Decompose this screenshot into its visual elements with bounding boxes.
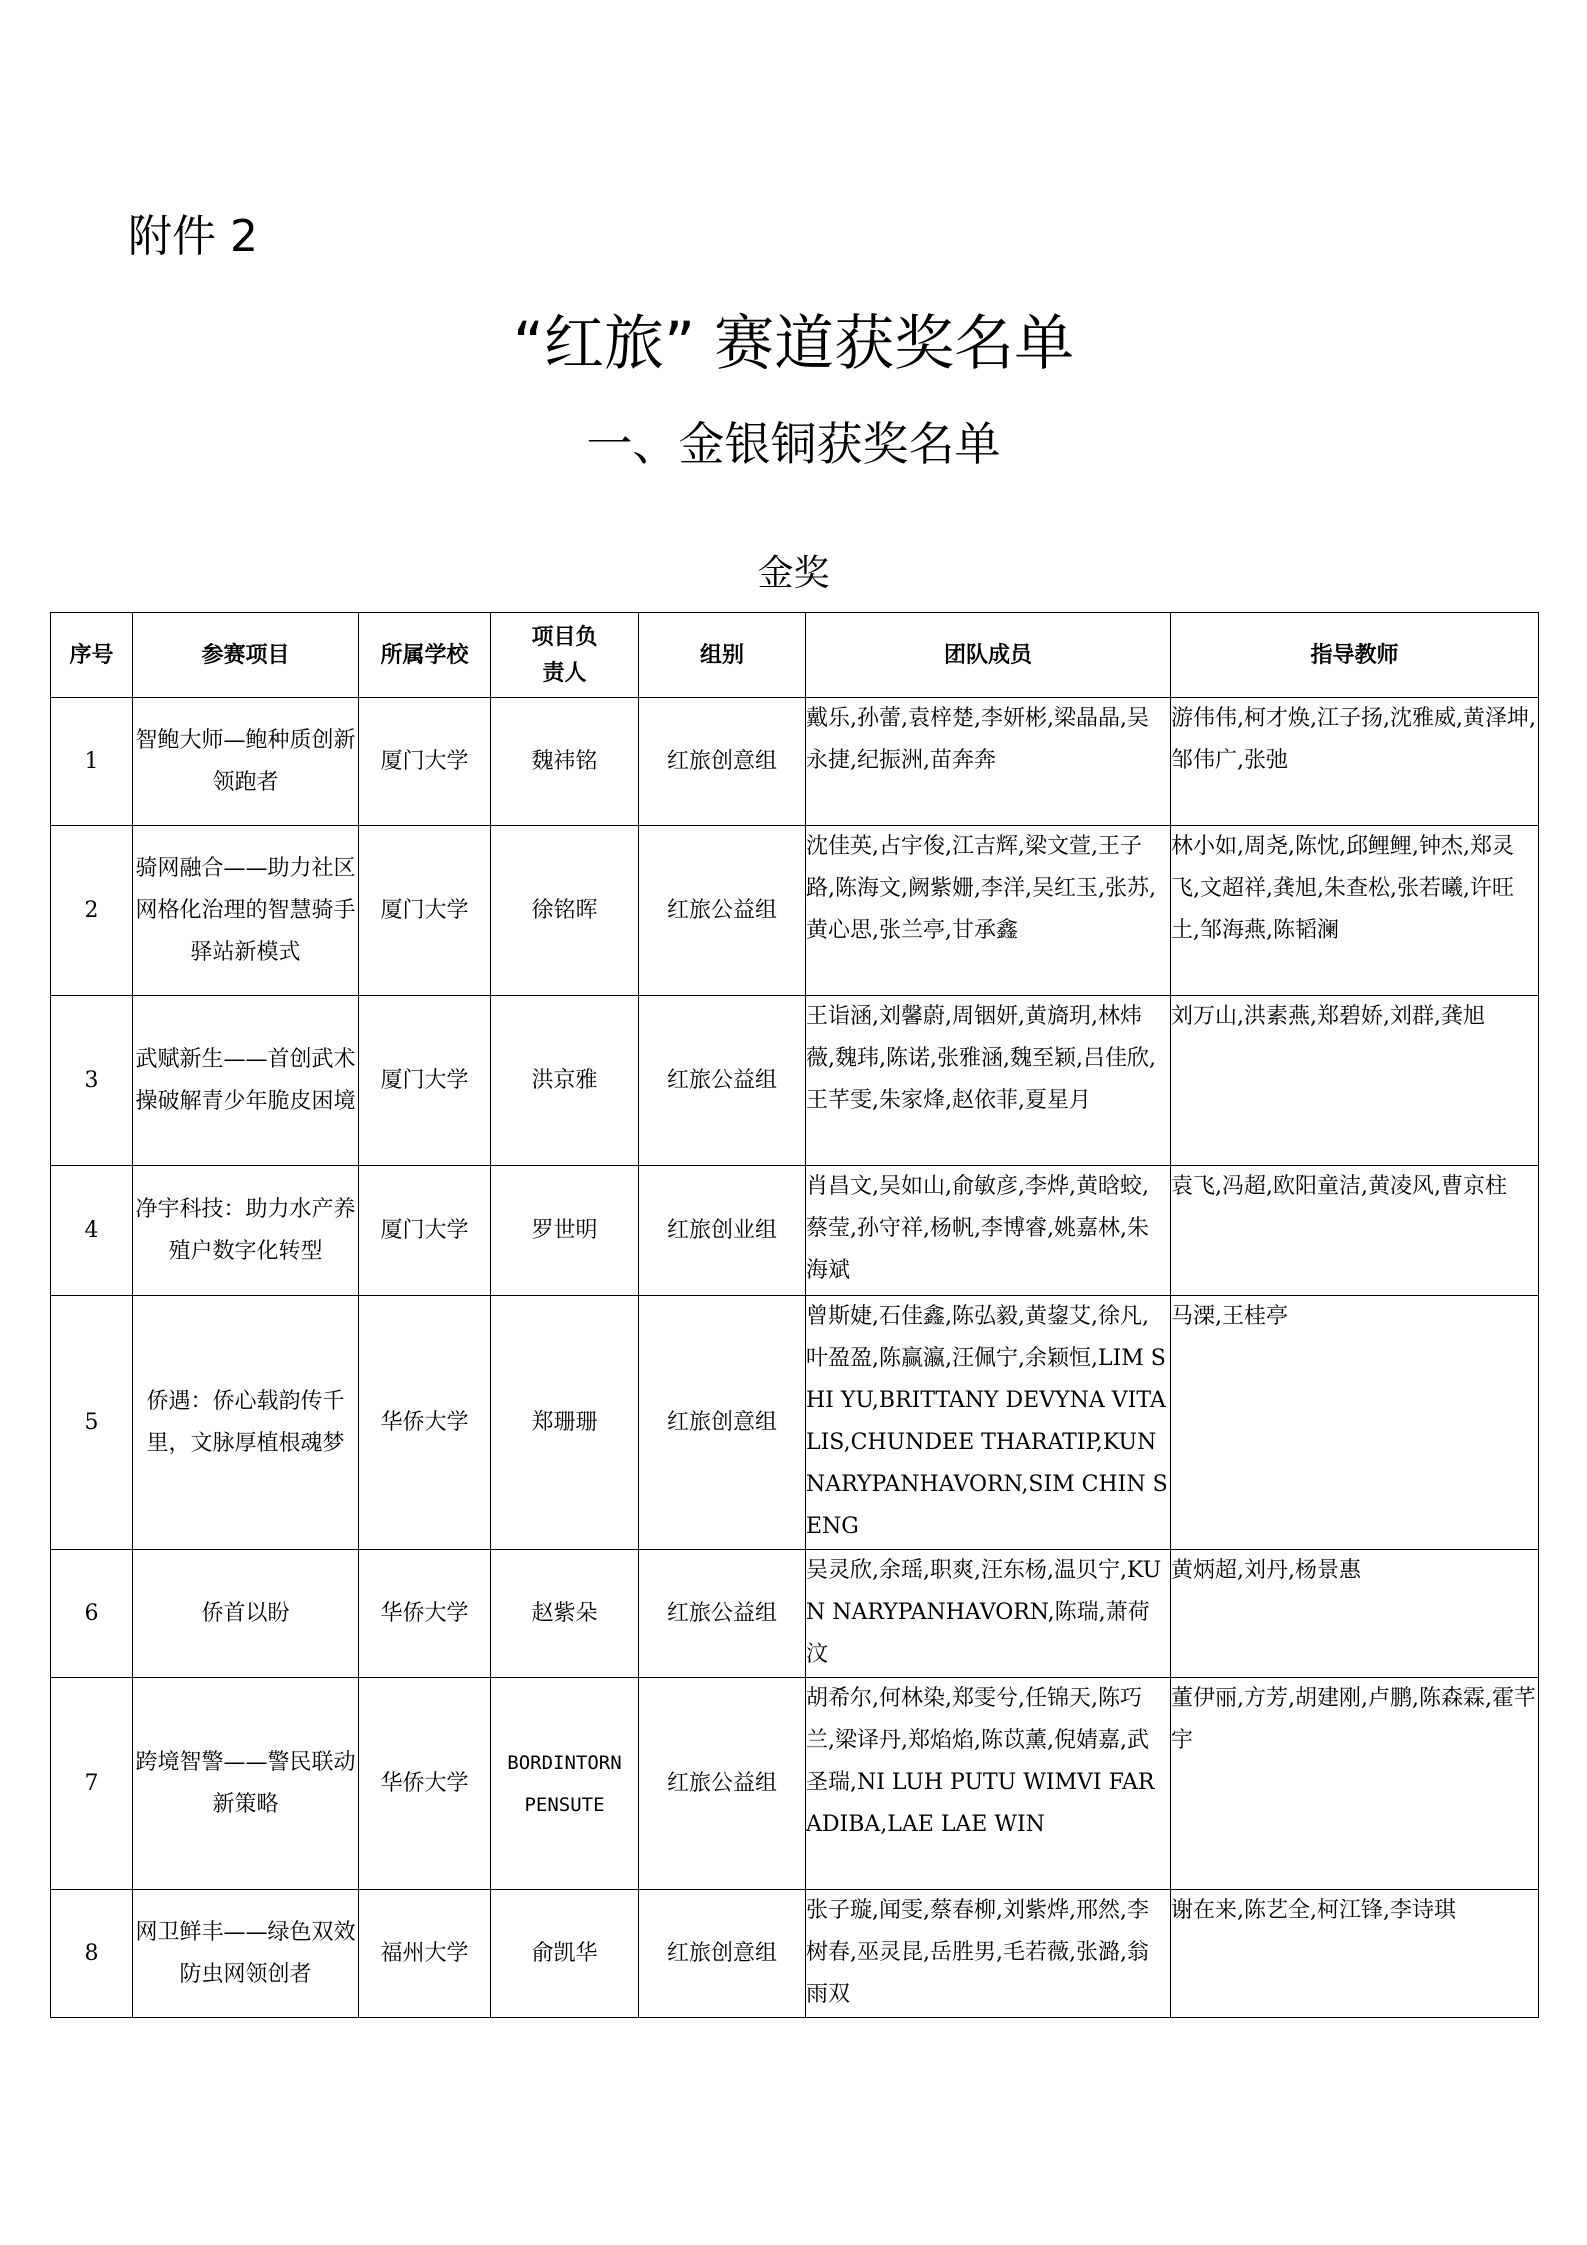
row-members: 张子璇,闻雯,蔡春柳,刘紫烨,邢然,李树春,巫灵昆,岳胜男,毛若薇,张潞,翁雨双 (806, 1890, 1171, 2018)
row-group: 红旅公益组 (639, 996, 806, 1166)
row-group: 红旅公益组 (639, 826, 806, 996)
row-members: 肖昌文,吴如山,俞敏彦,李烨,黄晗蛟,蔡莹,孙守祥,杨帆,李博睿,姚嘉林,朱海斌 (806, 1166, 1171, 1296)
table-row (51, 1166, 1539, 1296)
table-row (51, 826, 1539, 996)
row-school: 厦门大学 (359, 1166, 491, 1296)
row-no: 7 (51, 1678, 133, 1890)
table-header-row (51, 613, 1539, 698)
row-group: 红旅公益组 (639, 1678, 806, 1890)
row-teachers: 刘万山,洪素燕,郑碧娇,刘群,龚旭 (1171, 996, 1539, 1166)
row-members: 胡希尔,何林染,郑雯兮,任锦天,陈巧兰,梁译丹,郑焰焰,陈苡薰,倪婧嘉,武圣瑞,NI LUH PUTU WIMVI FARADIBA,LAE LAE WIN (806, 1678, 1171, 1890)
table-row (51, 996, 1539, 1166)
awards-table (50, 612, 1539, 2018)
column-header-school: 所属学校 (359, 613, 491, 698)
row-project: 网卫鲜丰——绿色双效防虫网领创者 (133, 1890, 359, 2018)
row-no: 3 (51, 996, 133, 1166)
table-row (51, 1296, 1539, 1550)
row-leader: 俞凯华 (491, 1890, 639, 2018)
page-subtitle: 一、金银铜获奖名单 (586, 417, 1001, 471)
row-no: 4 (51, 1166, 133, 1296)
row-members: 曾斯婕,石佳鑫,陈弘毅,黄鋆艾,徐凡,叶盈盈,陈赢瀛,汪佩宁,余颖恒,LIM SHI YU,BRITTANY DEVYNA VITALIS,CHUNDEE THARATIP,KUN NARYPANHAVORN,SIM CHIN SENG (806, 1296, 1171, 1550)
row-group: 红旅创意组 (639, 1890, 806, 2018)
column-header-members: 团队成员 (806, 613, 1171, 698)
row-teachers: 袁飞,冯超,欧阳童洁,黄凌风,曹京柱 (1171, 1166, 1539, 1296)
table-row (51, 1678, 1539, 1890)
row-school: 华侨大学 (359, 1296, 491, 1550)
row-project: 武赋新生——首创武术操破解青少年脆皮困境 (133, 996, 359, 1166)
row-leader: 郑珊珊 (491, 1296, 639, 1550)
row-teachers: 马溧,王桂亭 (1171, 1296, 1539, 1550)
row-members: 吴灵欣,余瑶,职爽,汪东杨,温贝宁,KUN NARYPANHAVORN,陈瑞,萧荷汶 (806, 1550, 1171, 1678)
row-school: 厦门大学 (359, 996, 491, 1166)
row-leader: 洪京雅 (491, 996, 639, 1166)
section-heading-gold: 金奖 (757, 553, 830, 594)
row-group: 红旅公益组 (639, 1550, 806, 1678)
row-project: 侨首以盼 (133, 1550, 359, 1678)
row-project: 净宇科技：助力水产养殖户数字化转型 (133, 1166, 359, 1296)
row-leader: 罗世明 (491, 1166, 639, 1296)
row-project: 骑网融合——助力社区网格化治理的智慧骑手驿站新模式 (133, 826, 359, 996)
table-row (51, 698, 1539, 826)
row-members: 沈佳英,占宇俊,江吉辉,梁文萱,王子路,陈海文,阙紫姗,李洋,吴红玉,张苏,黄心思,张兰亭,甘承鑫 (806, 826, 1171, 996)
row-leader: 赵紫朵 (491, 1550, 639, 1678)
row-school: 华侨大学 (359, 1550, 491, 1678)
table-row (51, 1890, 1539, 2018)
attachment-label: 附件 2 (128, 211, 258, 262)
row-teachers: 董伊丽,方芳,胡建刚,卢鹏,陈森霖,霍芊宇 (1171, 1678, 1539, 1890)
row-members: 戴乐,孙蕾,袁梓楚,李妍彬,梁晶晶,吴永捷,纪振洲,苗奔奔 (806, 698, 1171, 826)
row-teachers: 游伟伟,柯才焕,江子扬,沈雅威,黄泽坤,邹伟广,张弛 (1171, 698, 1539, 826)
row-members: 王诣涵,刘馨蔚,周铟妍,黄旖玥,林炜薇,魏玮,陈诺,张雅涵,魏至颖,吕佳欣,王芊雯,朱家烽,赵依菲,夏星月 (806, 996, 1171, 1166)
row-school: 华侨大学 (359, 1678, 491, 1890)
row-group: 红旅创业组 (639, 1166, 806, 1296)
column-header-leader: 项目负责人 (491, 613, 639, 698)
row-project: 智鲍大师—鲍种质创新领跑者 (133, 698, 359, 826)
row-group: 红旅创意组 (639, 698, 806, 826)
row-project: 跨境智警——警民联动新策略 (133, 1678, 359, 1890)
row-no: 2 (51, 826, 133, 996)
row-teachers: 黄炳超,刘丹,杨景惠 (1171, 1550, 1539, 1678)
row-teachers: 谢在来,陈艺全,柯江锋,李诗琪 (1171, 1890, 1539, 2018)
row-leader: 魏祎铭 (491, 698, 639, 826)
page-title: “红旅” 赛道获奖名单 (512, 309, 1075, 379)
row-school: 厦门大学 (359, 698, 491, 826)
row-teachers: 林小如,周尧,陈忱,邱鲤鲤,钟杰,郑灵飞,文超祥,龚旭,朱查松,张若曦,许旺土,邹海燕,陈韬澜 (1171, 826, 1539, 996)
row-no: 8 (51, 1890, 133, 2018)
column-header-teachers: 指导教师 (1171, 613, 1539, 698)
row-leader: BORDINTORN PENSUTE (491, 1678, 639, 1890)
row-no: 5 (51, 1296, 133, 1550)
row-leader: 徐铭晖 (491, 826, 639, 996)
table-row (51, 1550, 1539, 1678)
row-group: 红旅创意组 (639, 1296, 806, 1550)
column-header-no: 序号 (51, 613, 133, 698)
row-no: 1 (51, 698, 133, 826)
row-school: 厦门大学 (359, 826, 491, 996)
column-header-project: 参赛项目 (133, 613, 359, 698)
row-no: 6 (51, 1550, 133, 1678)
row-school: 福州大学 (359, 1890, 491, 2018)
column-header-group: 组别 (639, 613, 806, 698)
row-project: 侨遇：侨心载韵传千里，文脉厚植根魂梦 (133, 1296, 359, 1550)
